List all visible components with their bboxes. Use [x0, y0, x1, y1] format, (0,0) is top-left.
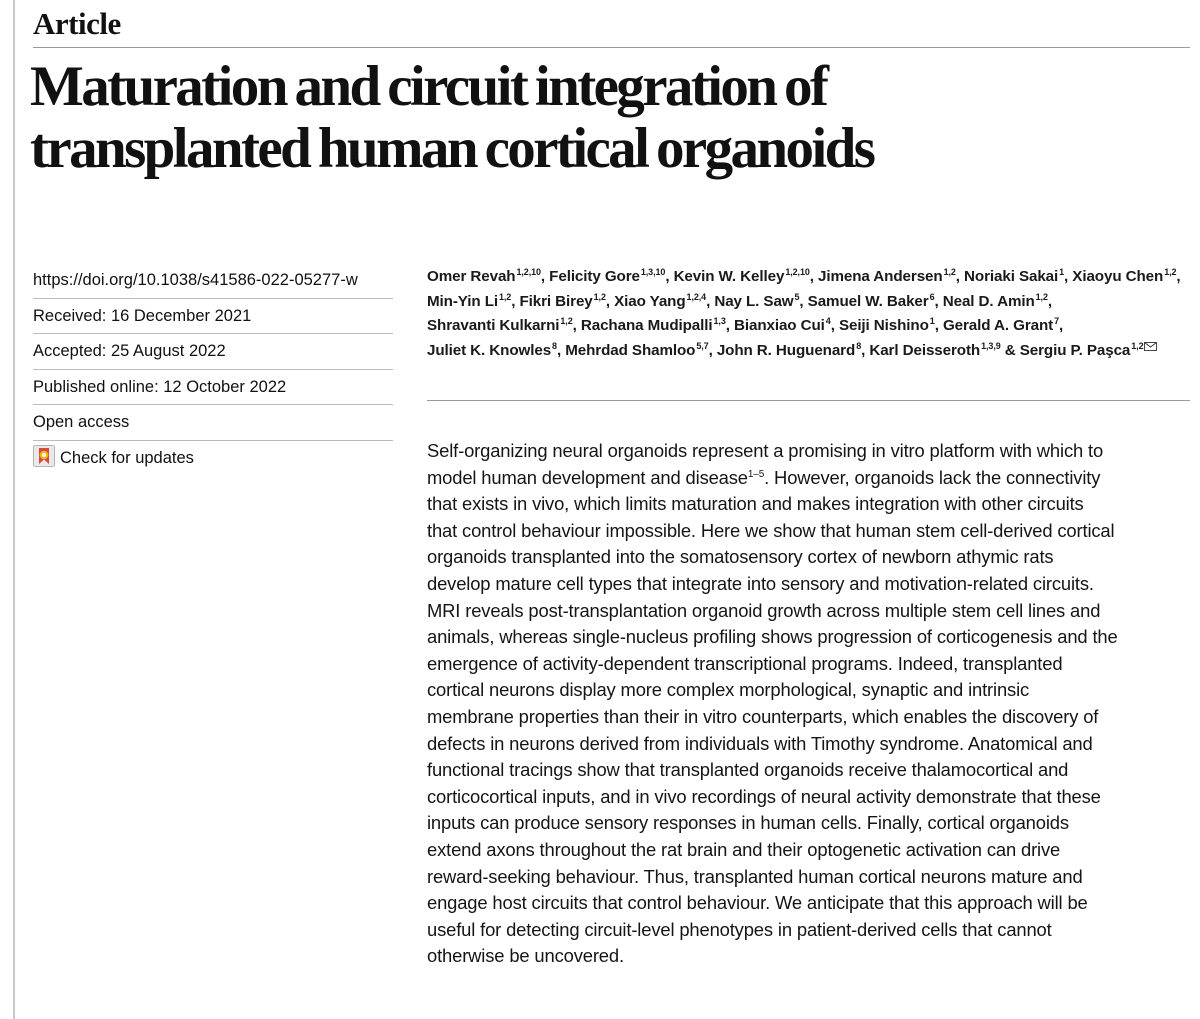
abstract-text: inputs can produce sensory responses in human cells. Finally, cortical organoids	[427, 812, 1069, 834]
author-name[interactable]	[427, 268, 541, 285]
abstract-line	[427, 438, 1189, 465]
abstract-text: organoids transplanted into the somatosensory cortex of newborn athymic rats	[427, 546, 1054, 568]
abstract-divider	[427, 400, 1190, 401]
abstract-line	[427, 943, 1189, 970]
author-name-text: Felicity Gore	[549, 268, 640, 285]
abstract-line	[427, 864, 1189, 891]
author-name[interactable]	[943, 293, 1048, 310]
abstract-text: emergence of activity-dependent transcriptional programs. Indeed, transplanted	[427, 652, 1063, 674]
author-name-text: Noriaki Sakai	[964, 268, 1059, 285]
abstract-text: Self-organizing neural organoids represent a promising in vitro platform with which to	[427, 440, 1104, 461]
check-for-updates-label: Check for updates	[60, 448, 194, 467]
abstract-line	[427, 465, 1189, 492]
abstract-text: that control behaviour impossible. Here we show that human stem cell-derived cortical	[427, 519, 1115, 541]
author-affiliation: 6	[929, 291, 935, 302]
abstract-line	[427, 731, 1189, 758]
abstract-line	[427, 784, 1189, 811]
author-name[interactable]	[427, 342, 557, 359]
author-name-text: Juliet K. Knowles	[427, 341, 552, 359]
abstract-line	[427, 917, 1189, 944]
author-name-text: Karl Deisseroth	[869, 341, 981, 359]
abstract-text: cortical neurons display more complex morphological, synaptic and intrinsic	[427, 679, 1030, 701]
abstract-line	[427, 837, 1189, 864]
author-name[interactable]	[427, 293, 511, 310]
author-name[interactable]	[839, 317, 935, 334]
abstract-line	[427, 571, 1189, 598]
author-affiliation: 5,7	[696, 340, 709, 351]
abstract-text: that exists in vivo, which limits maturation and makes integration with other circuits	[427, 493, 1084, 515]
author-name-text: Jimena Andersen	[818, 268, 943, 285]
section-label: Article	[33, 6, 121, 41]
author-affiliation: 1,2	[560, 316, 573, 327]
left-margin-rule	[13, 0, 15, 1019]
author-name[interactable]	[1072, 268, 1176, 285]
author-separator: ,	[572, 317, 581, 335]
author-separator: ,	[540, 268, 550, 285]
author-name[interactable]	[519, 293, 605, 310]
abstract-line	[427, 518, 1189, 545]
author-name-text: Omer Revah	[427, 268, 516, 285]
abstract-line	[427, 651, 1189, 678]
abstract-text: engage host circuits that control behaviour. We anticipate that this approach will be	[427, 892, 1088, 914]
author-separator: ,	[1047, 292, 1052, 310]
author-affiliation: 1,2,10	[785, 267, 810, 277]
abstract-line	[427, 598, 1189, 625]
author-affiliation: 1,2,4	[686, 291, 707, 302]
author-name-text: Nay L. Saw	[714, 292, 794, 310]
author-separator: ,	[605, 292, 615, 310]
author-name[interactable]	[581, 317, 726, 334]
author-separator: ,	[934, 317, 943, 335]
author-name-text: Neal D. Amin	[942, 292, 1035, 310]
author-name-text: Xiaoyu Chen	[1072, 268, 1164, 285]
abstract-line	[427, 810, 1189, 837]
check-for-updates-link[interactable]	[33, 441, 393, 477]
title-line: Maturation and circuit integration of	[30, 55, 827, 118]
abstract-text: otherwise be uncovered.	[427, 945, 624, 967]
author-affiliation: 1,2	[593, 291, 606, 302]
author-list	[427, 265, 1187, 363]
abstract-text: membrane properties than their in vitro counterparts, which enables the discovery of	[427, 705, 1099, 727]
author-name-text: Fikri Birey	[519, 292, 593, 310]
author-name-text: Shravanti Kulkarni	[427, 317, 560, 335]
abstract-line	[427, 677, 1189, 704]
abstract-text: functional tracings show that transplanted organoids receive thalamocortical and	[427, 759, 1069, 781]
author-separator: ,	[1059, 317, 1064, 335]
author-separator: ,	[809, 268, 819, 285]
author-affiliation: 8	[856, 340, 862, 351]
author-name[interactable]	[427, 317, 573, 334]
author-affiliation: 1,3,10	[640, 267, 666, 277]
author-separator: ,	[511, 292, 520, 310]
abstract-text: defects in neurons derived from individuals with Timothy syndrome. Anatomical and	[427, 732, 1093, 754]
author-name[interactable]	[565, 342, 708, 359]
author-separator: &	[1000, 341, 1020, 359]
author-name-text: Sergiu P. Paşca	[1019, 341, 1131, 359]
abstract-text: extend axons throughout the rat brain and their optogenetic activation can drive	[427, 838, 1061, 860]
abstract-text: MRI reveals post-transplantation organoid growth across multiple stem cell lines and	[427, 599, 1101, 621]
abstract-line	[427, 704, 1189, 731]
abstract-text: . However, organoids lack the connectivity	[764, 466, 1101, 488]
author-name[interactable]	[818, 268, 956, 285]
article-metadata	[33, 263, 393, 476]
author-name[interactable]	[549, 268, 665, 285]
author-separator: ,	[955, 268, 965, 285]
author-affiliation: 4	[825, 316, 831, 327]
author-name[interactable]	[964, 268, 1064, 285]
author-affiliation: 5	[794, 291, 800, 302]
author-name-text: Mehrdad Shamloo	[565, 341, 696, 359]
author-affiliation: 7	[1054, 316, 1060, 327]
author-separator: ,	[708, 341, 717, 359]
accepted-date: Accepted: 25 August 2022	[33, 334, 393, 370]
abstract-text: model human development and disease	[427, 466, 748, 488]
author-name[interactable]	[869, 342, 1000, 359]
author-separator: ,	[706, 292, 715, 310]
author-name-text: Rachana Mudipalli	[580, 317, 713, 335]
author-affiliation: 1,3	[713, 316, 726, 327]
author-name-text: Min-Yin Li	[427, 292, 498, 310]
author-separator: ,	[725, 317, 734, 335]
author-name-text: Bianxiao Cui	[733, 317, 825, 335]
abstract-line	[427, 491, 1189, 518]
abstract-text: useful for detecting circuit-level phenotypes in patient-derived cells that cannot	[427, 918, 1052, 940]
author-affiliation: 1,3,9	[981, 340, 1001, 351]
abstract-text: reward-seeking behaviour. Thus, transplanted human cortical neurons mature and	[427, 865, 1083, 887]
title-line: transplanted human cortical organoids	[30, 117, 874, 180]
author-affiliation: 1,2	[943, 267, 956, 277]
author-separator: ,	[1064, 268, 1073, 285]
open-access-label: Open access	[33, 405, 393, 441]
author-name[interactable]	[674, 268, 810, 285]
author-name[interactable]	[614, 293, 706, 310]
author-name[interactable]	[808, 293, 935, 310]
published-date: Published online: 12 October 2022	[33, 370, 393, 406]
abstract-text: corticocortical inputs, and in vivo recordings of neural activity demonstrate that these	[427, 785, 1101, 807]
abstract-line	[427, 890, 1189, 917]
abstract	[427, 438, 1189, 970]
author-separator: ,	[861, 341, 870, 359]
author-affiliation: 1	[1059, 267, 1065, 277]
author-name[interactable]	[734, 317, 831, 334]
received-date: Received: 16 December 2021	[33, 299, 393, 335]
author-affiliation: 1,2	[499, 291, 512, 302]
header-divider	[33, 47, 1190, 48]
abstract-line	[427, 757, 1189, 784]
abstract-line	[427, 544, 1189, 571]
author-affiliation: 1,2,10	[516, 267, 541, 277]
author-separator: ,	[556, 341, 566, 359]
author-affiliation: 1,2	[1131, 340, 1144, 351]
abstract-line	[427, 624, 1189, 651]
author-separator: ,	[665, 268, 674, 285]
author-separator: ,	[1176, 268, 1181, 285]
article-title	[30, 56, 1190, 180]
author-name[interactable]	[943, 317, 1059, 334]
author-separator: ,	[934, 292, 943, 310]
author-affiliation: 1,2	[1035, 291, 1048, 302]
author-affiliation: 1,2	[1164, 267, 1177, 277]
author-name-text: John R. Huguenard	[716, 341, 856, 359]
citation-reference[interactable]: 1–5	[747, 468, 765, 480]
author-name-text: Seiji Nishino	[838, 317, 929, 335]
author-name-text: Gerald A. Grant	[942, 317, 1054, 335]
author-name[interactable]	[717, 342, 861, 359]
abstract-text: animals, whereas single-nucleus profiling shows progression of corticogenesis and the	[427, 626, 1118, 648]
author-affiliation: 8	[552, 340, 557, 351]
author-name[interactable]	[1020, 342, 1158, 359]
abstract-text: develop mature cell types that integrate into sensory and motivation-related circuits.	[427, 572, 1094, 594]
crossmark-icon	[33, 445, 55, 467]
author-name[interactable]	[714, 293, 799, 310]
author-name-text: Kevin W. Kelley	[673, 268, 785, 285]
author-name-text: Samuel W. Baker	[807, 292, 929, 310]
envelope-icon[interactable]	[1144, 342, 1157, 351]
doi-link[interactable]: https://doi.org/10.1038/s41586-022-05277-w	[33, 263, 393, 299]
author-separator: ,	[830, 317, 839, 335]
author-name-text: Xiao Yang	[614, 292, 686, 310]
author-affiliation: 1	[929, 316, 935, 327]
author-separator: ,	[799, 292, 808, 310]
